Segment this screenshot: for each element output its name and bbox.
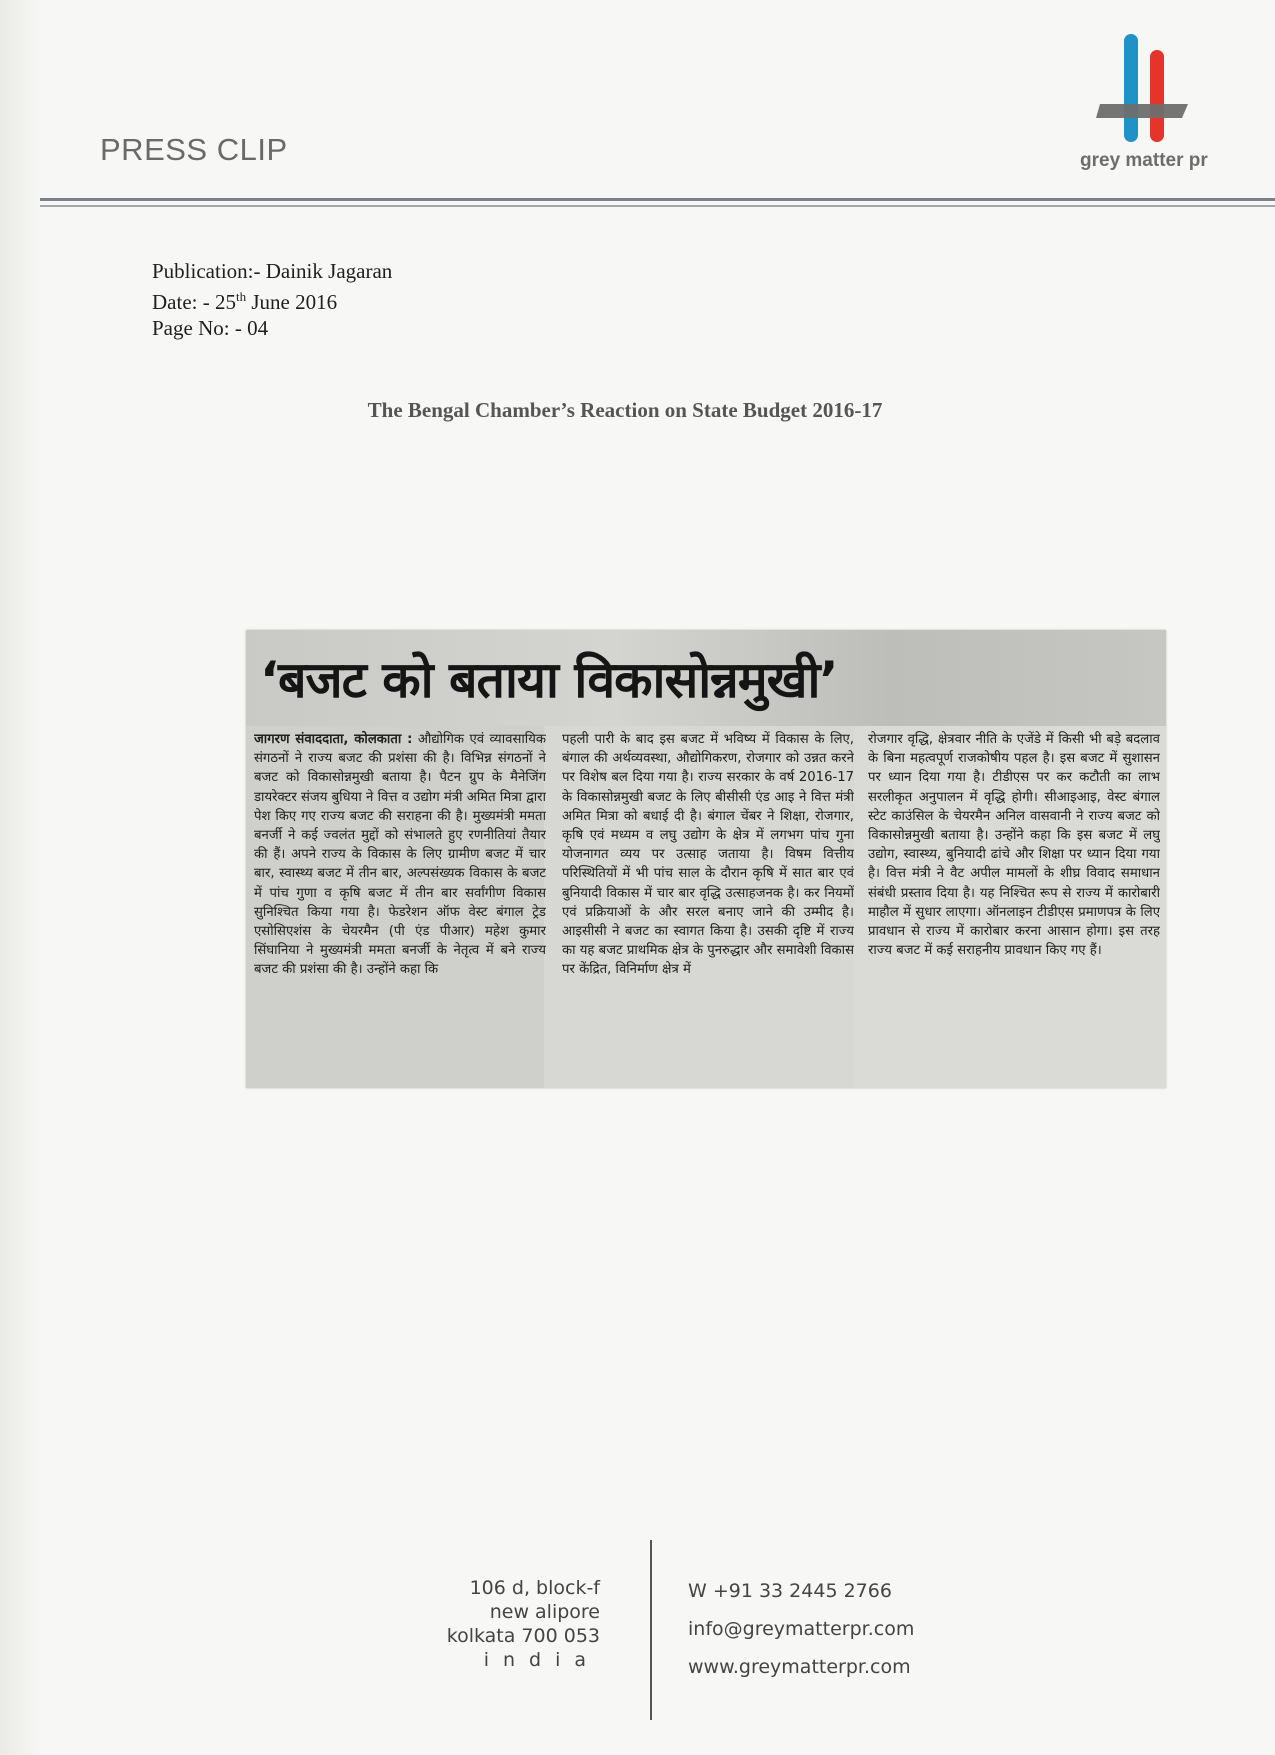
newspaper-clipping xyxy=(246,630,1166,1088)
article-column-2: पहली पारी के बाद इस बजट में भविष्य में विकास के लिए, बंगाल की अर्थव्यवस्था, औद्योगिकरण, रोजगार को उन्नत करने पर विशेष बल दिया गया है। राज्य सरकार के वर्ष 2016-17 के विकासोन्नमुखी बजट के लिए बीसीसी एंड आइ ने वित्त मंत्री अमित मित्रा को बधाई दी है। बंगाल चेंबर ने शिक्षा, रोजगार, कृषि एवं मध्यम व लघु उद्योग के क्षेत्र में लगभग पांच गुना योजनागत व्यय पर उत्साह जताया है। विषम वित्तीय परिस्थितियों में भी पांच साल के दौरान कृषि में सात बार एवं बुनियादी विकास में चार बार वृद्धि उत्साहजनक है। कर नियमों एवं प्रक्रियाओं के और सरल बनाए जाने की उम्मीद है। आइसीसी ने बजट का स्वागत किया है। उसकी दृष्टि में राज्य का यह बजट प्राथमिक क्षेत्र के पुनरुद्धार और समावेशी विकास पर केंद्रित, विनिर्माण क्षेत्र में xyxy=(562,732,854,978)
footer-address: 106 d, block-f new alipore kolkata 700 053 india xyxy=(446,1577,600,1671)
column-1-text: औद्योगिक एवं व्यावसायिक संगठनों ने राज्य बजट की प्रशंसा की है। विभिन्न संगठनों ने बजट को विकासोन्नमुखी बताया है। पैटन ग्रुप के मैनेजिंग डायरेक्टर संजय बुधिया ने वित्त व उद्योग मंत्री अमित मित्रा द्वारा पेश किए गए राज्य बजट की सराहना की है। मुख्यमंत्री ममता बनर्जी ने कई ज्वलंत मुद्दों को संभालते हुए रणनीतियां तैयार की हैं। अपने राज्य के विकास के लिए ग्रामीण बजट में चार बार, स्वास्थ्य बजट में तीन बार, अल्पसंख्यक विकास के बजट में पांच गुणा व कृषि बजट में तीन बार सर्वांगीण विकास सुनिश्चित किया गया है। फेडरेशन ऑफ वेस्ट बंगाल ट्रेड एसोसिएशंस के चेयरमैन (पी एंड पीआर) महेश कुमार सिंघानिया ने मुख्यमंत्री ममता बनर्जी के नेतृत्व में बने राज्य बजट की प्रशंसा की है। उन्होंने कहा कि xyxy=(254,732,546,978)
publication-line: Publication:- Dainik Jagaran xyxy=(152,259,393,283)
article-column-3: रोजगार वृद्धि, क्षेत्रवार नीति के एजेंडे में किसी भी बड़े बदलाव के बिना महत्वपूर्ण राजकोषीय पहल है। इस बजट में सुशासन पर ध्यान दिया गया है। टीडीएस पर कर कटौती का लाभ सरलीकृत अनुपालन में वृद्धि होगी। सीआइआइ, वेस्ट बंगाल स्टेट काउंसिल के चेयरमैन अनिल वासवानी ने राज्य बजट को विकासोन्नमुखी बताया है। उन्होंने कहा कि इस बजट में लघु उद्योग, स्वास्थ्य, बुनियादी ढांचे और शिक्षा पर ध्यान दिया गया है। वित्त मंत्री ने वैट अपील मामलों के शीघ्र विवाद समाधान संबंधी प्रस्ताव दिया है। यह निश्चित रूप से राज्य में कारोबारी माहौल में सुधार लाएगा। ऑनलाइन टीडीएस प्रमाणपत्र के लिए प्रावधान से राज्य में कारोबार करना आसान होगा। इस तरह राज्य बजट में कई सराहनीय प्रावधान किए गए हैं। xyxy=(868,732,1160,959)
grey-matter-logo-icon xyxy=(1096,34,1192,144)
footer-contact xyxy=(688,1580,914,1694)
press-clip-label: PRESS CLIP xyxy=(100,132,288,167)
phone-number: W +91 33 2445 2766 xyxy=(688,1580,892,1602)
footer-divider xyxy=(650,1540,652,1720)
page-edge xyxy=(0,0,40,1755)
english-headline: The Bengal Chamber’s Reaction on State Budget 2016-17 xyxy=(367,398,883,422)
website-url: www.greymatterpr.com xyxy=(688,1656,911,1678)
page-number-line: Page No: - 04 xyxy=(152,316,269,340)
article-column-1 xyxy=(254,730,546,1080)
clipping-title: ‘बजट को बताया विकासोन्नमुखी’ xyxy=(260,651,838,709)
publication-meta xyxy=(152,258,392,341)
date-line: Date: - 25th June 2016 xyxy=(152,289,338,314)
byline: जागरण संवाददाता, कोलकाता : xyxy=(254,732,413,747)
header-rule xyxy=(40,198,1275,201)
email-address: info@greymatterpr.com xyxy=(688,1618,915,1640)
logo-text: grey matter pr xyxy=(1080,150,1208,171)
header-rule-secondary xyxy=(40,205,1275,207)
